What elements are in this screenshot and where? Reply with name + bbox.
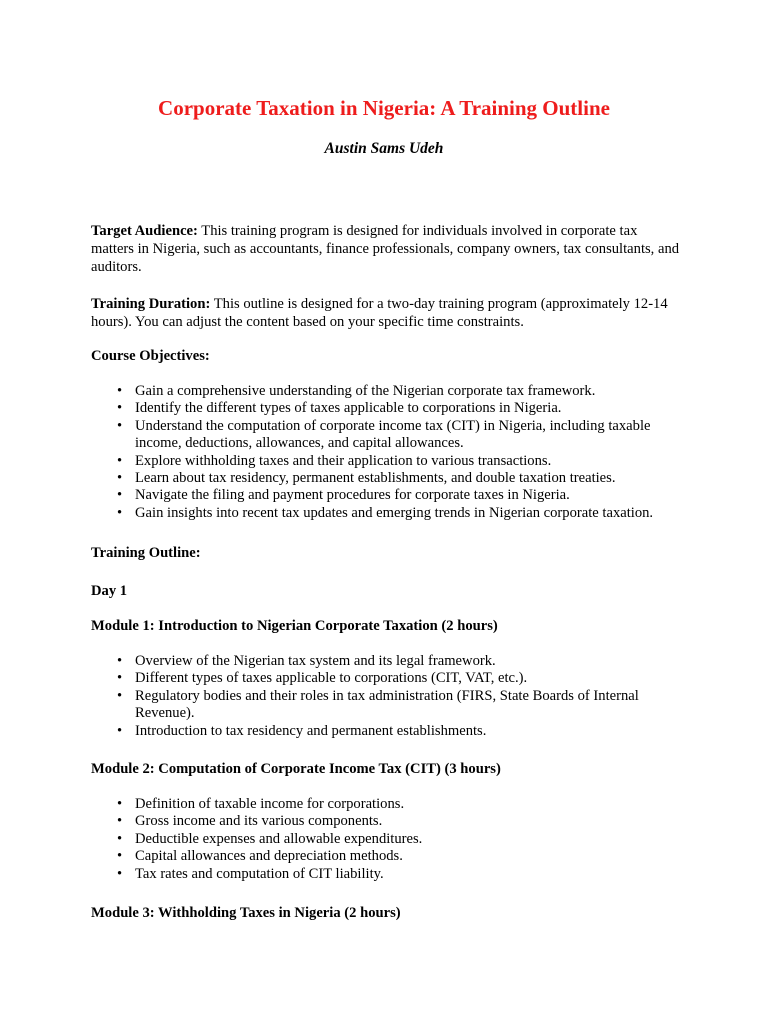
list-item: • Overview of the Nigerian tax system and its legal framework. (117, 653, 496, 669)
target-audience-paragraph (91, 222, 683, 276)
document-title: Corporate Taxation in Nigeria: A Training Outline (158, 96, 610, 120)
target-audience-text: This training program is designed for individuals involved in corporate tax matters in Nigeria, such as accountants, finance professionals, company owners, tax consultants, and auditors. (91, 223, 680, 275)
bullet-glyph: • (117, 452, 123, 469)
document-author: Austin Sams Udeh (324, 140, 444, 157)
course-objectives-heading: Course Objectives: (91, 348, 210, 364)
module2-heading: Module 2: Computation of Corporate Income Tax (CIT) (3 hours) (91, 761, 501, 777)
bullet-glyph: • (117, 400, 123, 417)
list-item: • Navigate the filing and payment procedures for corporate taxes in Nigeria. (117, 487, 570, 504)
list-item: • Tax rates and computation of CIT liability. (117, 865, 384, 882)
list-item: • Capital allowances and depreciation methods. (117, 848, 403, 865)
list-item: • Definition of taxable income for corporations. (117, 796, 405, 812)
list-item: • Regulatory bodies and their roles in tax administration (FIRS, State Boards of Internal Revenue). (117, 687, 639, 722)
bullet-glyph: • (117, 796, 123, 812)
bullet-glyph: • (117, 865, 123, 882)
list-item: • Gain a comprehensive understanding of the Nigerian corporate tax framework. (117, 383, 596, 399)
course-objectives-list (91, 383, 691, 522)
list-item: • Identify the different types of taxes applicable to corporations in Nigeria. (117, 400, 562, 417)
bullet-glyph: • (117, 687, 123, 704)
day1-heading: Day 1 (91, 583, 128, 599)
list-item: • Explore withholding taxes and their application to various transactions. (117, 452, 552, 469)
bullet-glyph: • (117, 653, 123, 669)
module1-heading: Module 1: Introduction to Nigerian Corporate Taxation (2 hours) (91, 618, 498, 634)
bullet-glyph: • (117, 722, 123, 739)
bullet-glyph: • (117, 830, 123, 847)
training-duration-paragraph (91, 295, 683, 331)
module1-list (91, 653, 691, 740)
bullet-glyph: • (117, 470, 123, 487)
training-duration-label: Training Duration: (91, 296, 211, 312)
bullet-glyph: • (117, 383, 123, 399)
list-item: • Understand the computation of corporate income tax (CIT) in Nigeria, including taxable income, deductions, allowances, and capital allowances. (117, 417, 651, 452)
module2-list (91, 796, 691, 883)
bullet-glyph: • (117, 848, 123, 865)
module3-heading: Module 3: Withholding Taxes in Nigeria (2 hours) (91, 905, 401, 921)
bullet-glyph: • (117, 504, 123, 521)
bullet-glyph: • (117, 487, 123, 504)
list-item: • Gain insights into recent tax updates and emerging trends in Nigerian corporate taxation. (117, 504, 654, 521)
training-outline-heading: Training Outline: (91, 545, 201, 561)
target-audience-label: Target Audience: (91, 223, 198, 239)
bullet-glyph: • (117, 670, 123, 687)
bullet-glyph: • (117, 417, 123, 434)
list-item: • Gross income and its various components. (117, 813, 383, 830)
training-duration-text: This outline is designed for a two-day training program (approximately 12-14 hours). You can adjust the content based on your specific time constraints. (91, 296, 668, 330)
bullet-glyph: • (117, 813, 123, 830)
list-item: • Learn about tax residency, permanent establishments, and double taxation treaties. (117, 470, 616, 487)
list-item: • Introduction to tax residency and permanent establishments. (117, 722, 487, 739)
list-item: • Deductible expenses and allowable expenditures. (117, 830, 423, 847)
list-item: • Different types of taxes applicable to corporations (CIT, VAT, etc.). (117, 670, 528, 687)
